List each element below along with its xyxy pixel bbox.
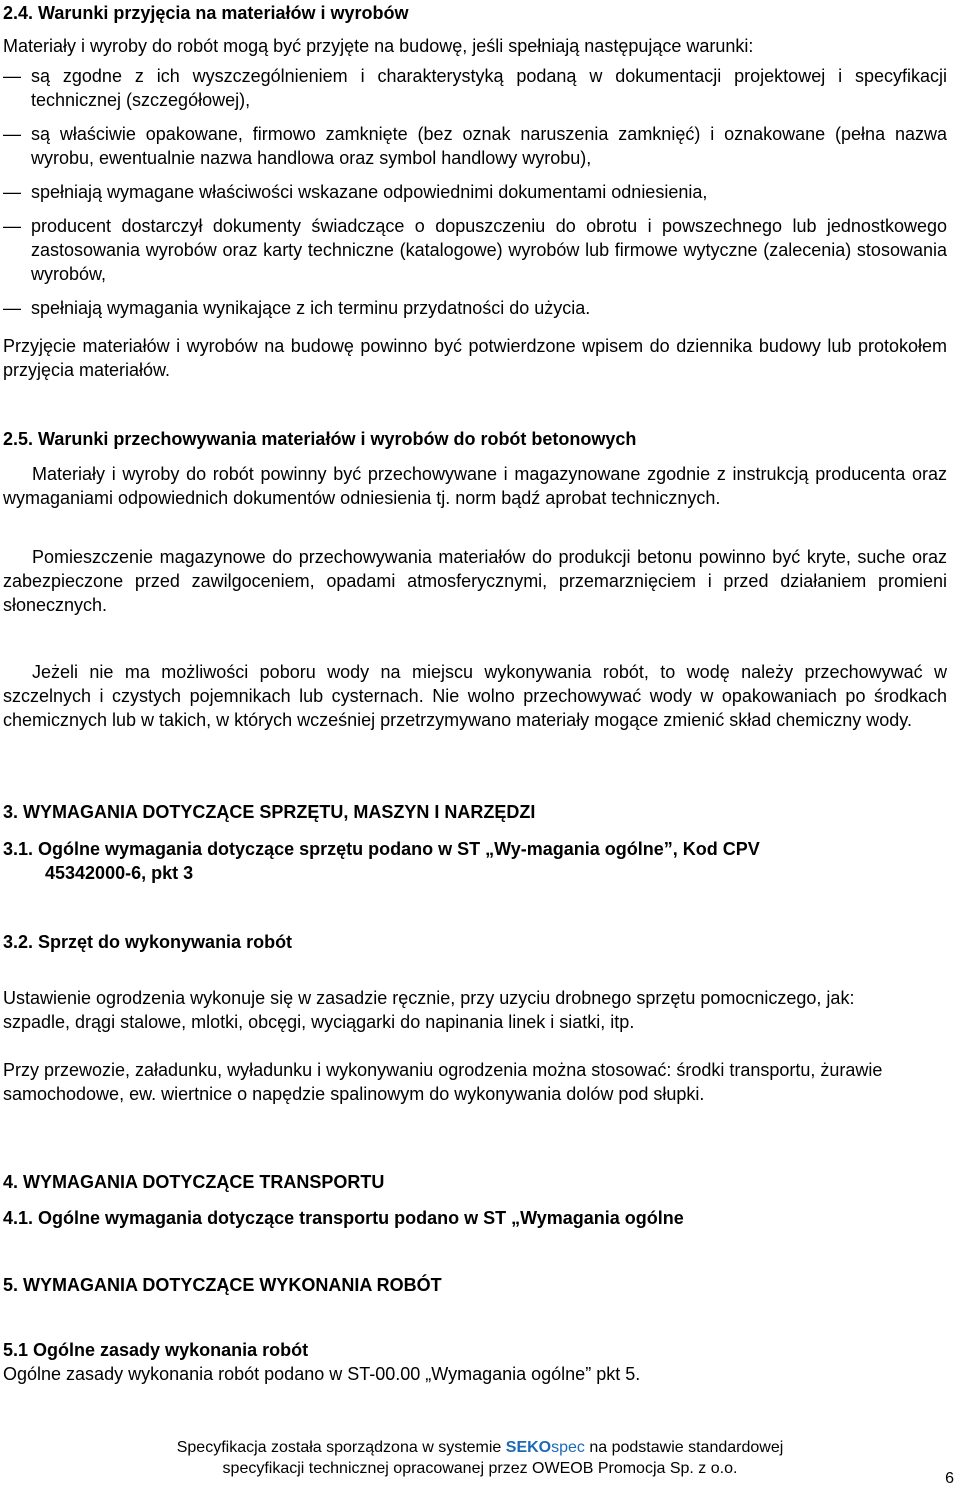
dash-marker: — [3, 298, 21, 318]
brand-part-a: SEKO [505, 1439, 552, 1456]
list-item-text: spełniają wymagania wynikające z ich terminu przydatności do użycia. [31, 298, 591, 318]
section-5-1-heading: 5.1 Ogólne zasady wykonania robót [3, 1340, 309, 1360]
section-5-heading: 5. WYMAGANIA DOTYCZĄCE WYKONANIA ROBÓT [3, 1275, 442, 1295]
section-3-1-heading-line-2: 45342000-6, pkt 3 [45, 863, 194, 883]
list-item-text: producent dostarczył dokumenty świadczące o dopuszczeniu do obrotu i powszechnego lub jednostkowego zastosowania wyrobów oraz karty techniczne (katalogowe) wyrobów lub firmowe wytyczne (zalecenia) stosowania wyrobów, [31, 216, 947, 284]
list-item [3, 122, 947, 170]
page-number: 6 [945, 1470, 954, 1487]
section-3-2-paragraph-2: Przy przewozie, załadunku, wyładunku i wykonywaniu ogrodzenia można stosować: środki transportu, żurawie samochodowe, ew. wiertnice o napędzie spalinowym do wykonywania dolów pod słupki. [3, 1060, 883, 1104]
section-2-5-paragraph-2: Pomieszczenie magazynowe do przechowywania materiałów do produkcji betonu powinno być kryte, suche oraz zabezpieczone przed zawilgoceniem, opadami atmosferycznymi, przemarznięciem i przed działaniem promieni słonecznych. [3, 547, 947, 615]
dash-marker: — [3, 216, 21, 236]
section-3-2-paragraph-1: Ustawienie ogrodzenia wykonuje się w zasadzie ręcznie, przy uzyciu drobnego sprzętu pomocniczego, jak: szpadle, drągi stalowe, mlotki, obcęgi, wyciągarki do napinania linek i siatki, itp. [3, 988, 855, 1032]
section-2-4-intro: Materiały i wyroby do robót mogą być przyjęte na budowę, jeśli spełniają następujące warunki: [3, 36, 754, 56]
list-item [3, 64, 947, 112]
section-2-4-closing: Przyjęcie materiałów i wyrobów na budowę powinno być potwierdzone wpisem do dziennika budowy lub protokołem przyjęcia materiałów. [3, 336, 947, 380]
brand-part-b: spec [551, 1439, 585, 1456]
list-item-text: są zgodne z ich wyszczególnieniem i charakterystyką podaną w dokumentacji projektowej i specyfikacji technicznej (szczegółowej), [31, 66, 947, 110]
footer-line-2: specyfikacji technicznej opracowanej przez OWEOB Promocja Sp. z o.o. [222, 1460, 738, 1477]
dash-marker: — [3, 66, 21, 86]
list-item-text: spełniają wymagane właściwości wskazane odpowiednimi dokumentami odniesienia, [31, 182, 708, 202]
heading-text: 2.4. Warunki przyjęcia na materiałów i wyrobów [3, 3, 409, 23]
section-4-1-heading: 4.1. Ogólne wymagania dotyczące transportu podano w ST „Wymagania ogólne [3, 1208, 684, 1228]
dash-marker: — [3, 124, 21, 144]
section-3-2-heading: 3.2. Sprzęt do wykonywania robót [3, 932, 293, 952]
section-5-1-paragraph: Ogólne zasady wykonania robót podano w ST-00.00 „Wymagania ogólne” pkt 5. [3, 1364, 641, 1384]
section-2-5-paragraph-3: Jeżeli nie ma możliwości poboru wody na miejscu wykonywania robót, to wodę należy przechowywać w szczelnych i czystych pojemnikach lub cysternach. Nie wolno przechowywać wody w opakowaniach po środkach chemicznych lub w takich, w których wcześniej przetrzymywano materiały mogące zmienić skład chemiczny wody. [3, 662, 947, 730]
section-2-5-paragraph-1: Materiały i wyroby do robót powinny być przechowywane i magazynowane zgodnie z instrukcją producenta oraz wymaganiami odpowiednich dokumentów odniesienia tj. norm bądź aprobat technicznych. [3, 464, 947, 508]
conditions-list [3, 64, 947, 320]
list-item [3, 180, 947, 204]
dash-marker: — [3, 182, 21, 202]
footer-line-1 [0, 1437, 960, 1458]
sekospec-logo [506, 1439, 585, 1456]
section-4-heading: 4. WYMAGANIA DOTYCZĄCE TRANSPORTU [3, 1172, 385, 1192]
list-item [3, 214, 947, 286]
footer-text-pre: Specyfikacja została sporządzona w systemie [176, 1439, 502, 1456]
list-item-text: są właściwie opakowane, firmowo zamknięte (bez oznak naruszenia zamknięć) i oznakowane (pełna nazwa wyrobu, ewentualnie nazwa handlowa oraz symbol handlowy wyrobu), [31, 124, 947, 168]
section-2-5-heading: 2.5. Warunki przechowywania materiałów i wyrobów do robót betonowych [3, 429, 637, 449]
page-footer [0, 1437, 960, 1479]
section-3-1-heading-line-1: 3.1. Ogólne wymagania dotyczące sprzętu podano w ST „Wy-magania ogólne”, Kod CPV [3, 839, 760, 859]
section-2-4-heading [3, 1, 408, 25]
section-3-heading: 3. WYMAGANIA DOTYCZĄCE SPRZĘTU, MASZYN I NARZĘDZI [3, 802, 536, 822]
list-item [3, 296, 947, 320]
footer-text-post: na podstawie standardowej [589, 1439, 784, 1456]
